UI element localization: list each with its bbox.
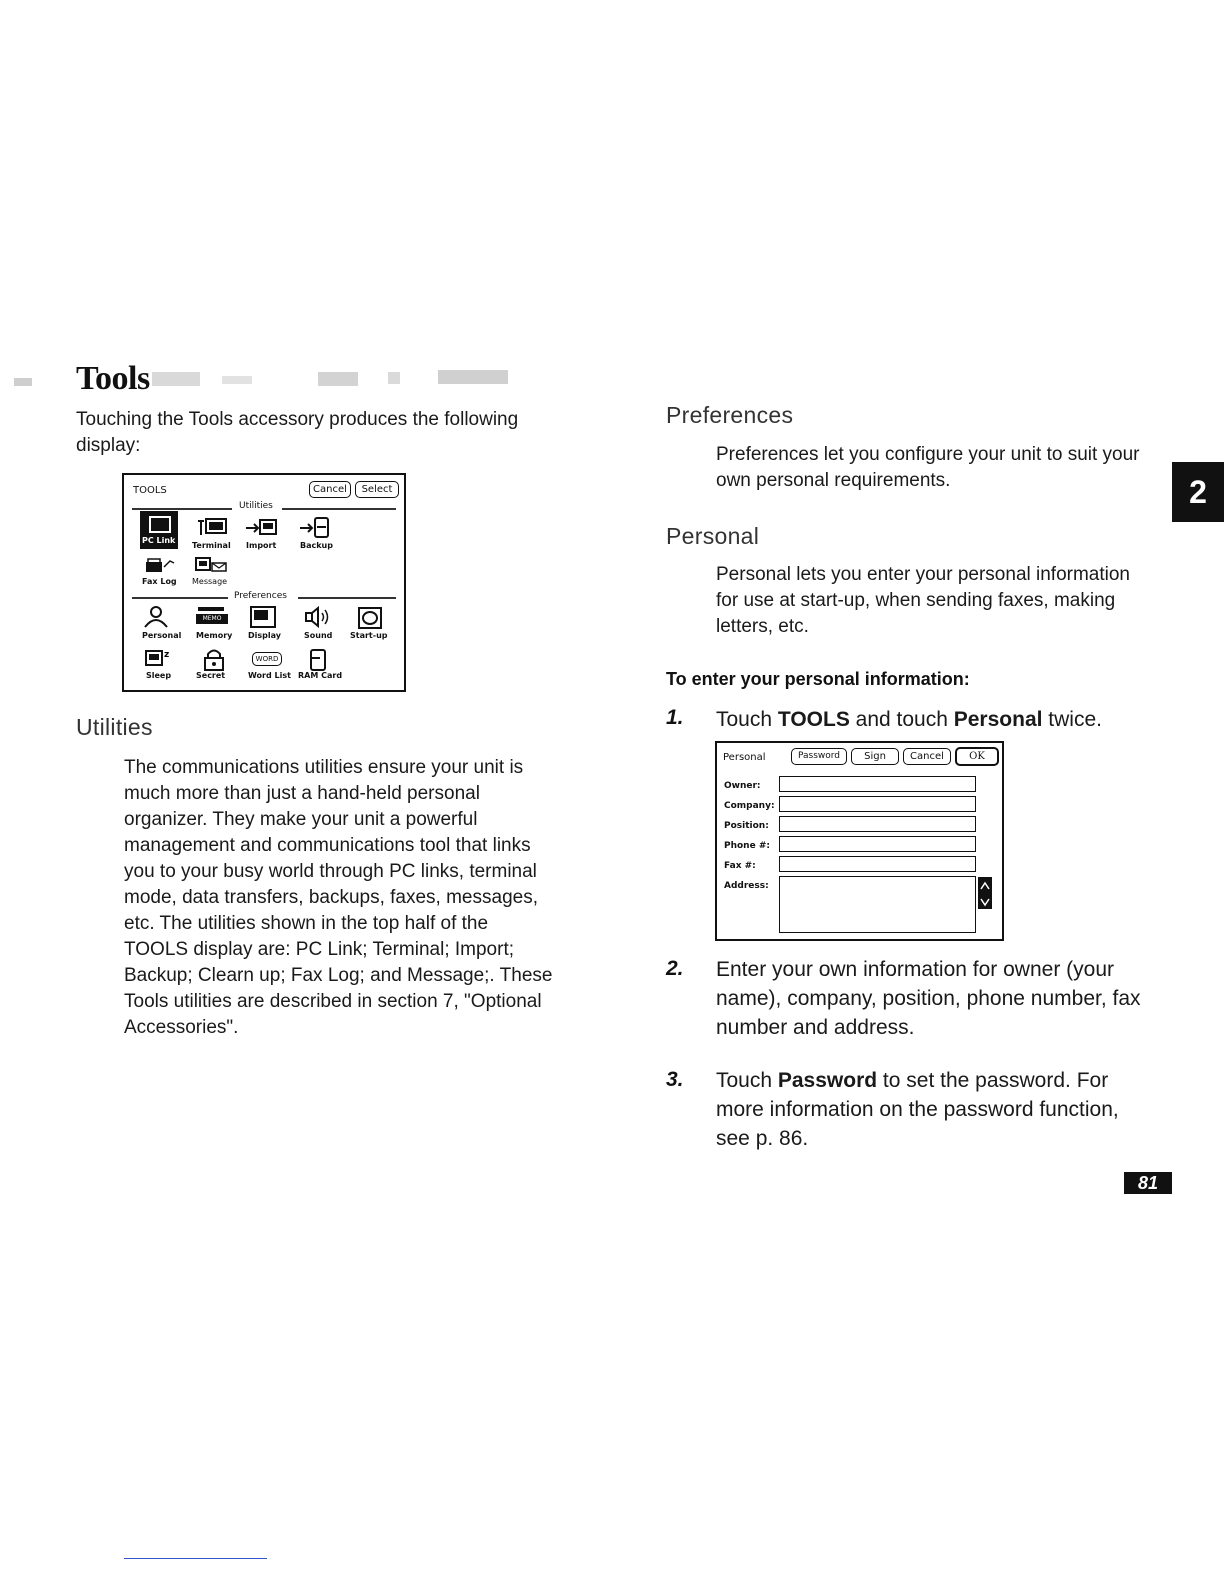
utilities-heading: Utilities (76, 714, 153, 740)
start-up-icon[interactable] (350, 605, 396, 643)
position-label: Position: (724, 821, 769, 831)
message-label: Message (192, 577, 228, 586)
preferences-section-label: Preferences (234, 591, 287, 601)
preferences-paragraph: Preferences let you configure your unit to suit your own personal requirements. (716, 444, 1140, 491)
ram-card-label: RAM Card (298, 671, 343, 680)
backup-icon[interactable] (298, 517, 334, 553)
page-number: 81 (1124, 1172, 1172, 1194)
step-3-number: 3. (666, 1068, 684, 1091)
fax-label: Fax #: (724, 861, 756, 871)
fax-log-label: Fax Log (142, 577, 177, 586)
import-label: Import (246, 541, 277, 550)
personal-screen (715, 741, 1004, 941)
sleep-icon[interactable] (142, 647, 182, 685)
personal-label: Personal (142, 631, 182, 640)
step-1-number: 1. (666, 706, 684, 729)
cancel-button[interactable]: Cancel (903, 748, 951, 765)
word-list-icon[interactable] (248, 647, 292, 685)
utilities-paragraph: The communications utilities ensure your unit is much more than just a hand-held personal organizer. They make your unit a powerful management and communications tool that links you to your busy world through PC links, terminal mode, data transfers, backups, faxes, messages, etc. The utilities shown in the top half of the TOOLS display are: PC Link; Terminal; Import; Backup; Clearn up; Fax Log; and Message;. These Tools utilities are described in section 7, "Optional Accessories". (124, 757, 553, 1038)
import-icon[interactable] (244, 517, 280, 553)
sound-label: Sound (304, 631, 333, 640)
address-label: Address: (724, 881, 769, 891)
terminal-label: Terminal (192, 541, 231, 550)
phone-field[interactable] (779, 836, 976, 852)
preferences-heading: Preferences (666, 402, 794, 428)
personal-heading: Personal (666, 523, 760, 549)
step-3-text: Touch Password to set the password. For more information on the password function, see p. 86. (716, 1069, 1119, 1150)
word-icon-text: WORD (252, 652, 282, 666)
word-list-label: Word List (248, 671, 291, 680)
intro-text: Touching the Tools accessory produces the following display: (76, 409, 519, 456)
tools-screen (122, 473, 406, 692)
scroll-up-icon[interactable] (978, 877, 992, 893)
select-button[interactable]: Select (355, 481, 399, 498)
sign-button[interactable]: Sign (851, 748, 899, 765)
password-button[interactable]: Password (791, 748, 847, 765)
fax-field[interactable] (779, 856, 976, 872)
step-1-text: Touch TOOLS and touch Personal twice. (716, 708, 1102, 731)
page-title: Tools (76, 360, 150, 397)
pc-link-icon[interactable] (140, 511, 178, 549)
display-label: Display (248, 631, 281, 640)
start-up-label: Start-up (350, 631, 388, 640)
ram-card-icon[interactable] (296, 647, 342, 685)
owner-field[interactable] (779, 776, 976, 792)
owner-label: Owner: (724, 781, 761, 791)
step-2-text: Enter your own information for owner (your name), company, position, phone number, fax number and address. (716, 958, 1141, 1039)
tools-screen-title: TOOLS (133, 485, 167, 496)
memory-label: Memory (196, 631, 233, 640)
fax-log-icon[interactable] (142, 557, 178, 589)
backup-label: Backup (300, 541, 333, 550)
step-2-number: 2. (666, 957, 684, 980)
memory-icon-text: MEMO (196, 614, 228, 624)
address-field[interactable] (779, 876, 976, 933)
secret-label: Secret (196, 671, 226, 680)
memory-icon[interactable] (196, 605, 236, 643)
phone-label: Phone #: (724, 841, 770, 851)
message-icon[interactable] (192, 557, 232, 589)
scroll-down-icon[interactable] (978, 893, 992, 909)
secret-icon[interactable] (196, 647, 236, 685)
sleep-label: Sleep (146, 671, 172, 680)
personal-paragraph: Personal lets you enter your personal information for use at start-up, when sending faxes, making letters, etc. (716, 564, 1131, 637)
svg-text:z: z (164, 650, 170, 660)
display-icon[interactable] (248, 605, 288, 643)
footer-rule (124, 1558, 267, 1559)
personal-screen-title: Personal (723, 752, 766, 763)
cancel-button[interactable]: Cancel (309, 481, 351, 498)
company-field[interactable] (779, 796, 976, 812)
chapter-tab: 2 (1172, 462, 1224, 522)
ok-button[interactable]: OK (955, 747, 999, 766)
sound-icon[interactable] (300, 605, 340, 643)
utilities-section-label: Utilities (239, 501, 273, 511)
company-label: Company: (724, 801, 775, 811)
terminal-icon[interactable] (194, 517, 230, 553)
personal-icon[interactable] (142, 605, 182, 643)
position-field[interactable] (779, 816, 976, 832)
pc-link-label: PC Link (142, 536, 176, 545)
instructions-heading: To enter your personal information: (666, 669, 970, 689)
